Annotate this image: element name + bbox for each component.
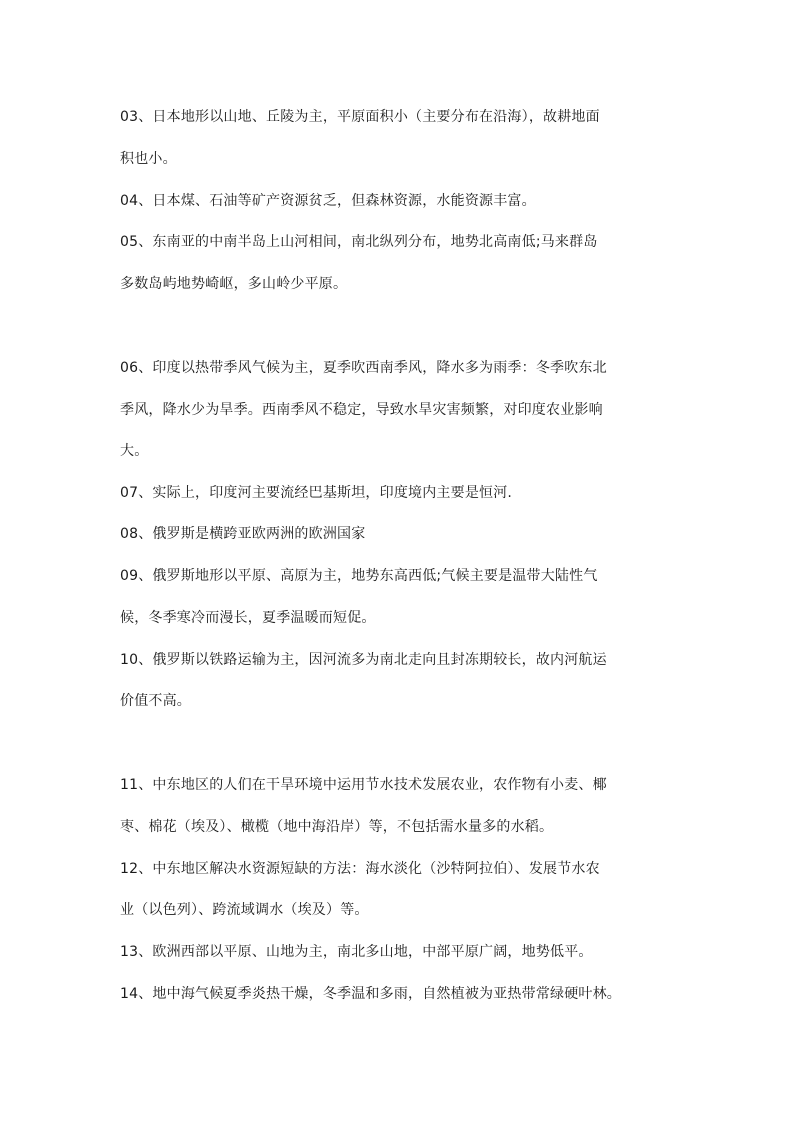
text-line: 枣、棉花（埃及）、橄榄（地中海沿岸）等，不包括需水量多的水稻。 <box>120 819 554 835</box>
text-line: 14、地中海气候夏季炎热干燥，冬季温和多雨，自然植被为亚热带常绿硬叶林。 <box>120 986 622 1002</box>
text-line: 09、俄罗斯地形以平原、高原为主，地势东高西低;气候主要是温带大陆性气 <box>120 568 598 584</box>
text-line: 候，冬季寒冷而漫长，夏季温暖而短促。 <box>120 610 376 626</box>
text-line: 季风，降水少为旱季。西南季风不稳定，导致水旱灾害频繁，对印度农业影响 <box>120 402 603 418</box>
text-line: 03、日本地形以山地、丘陵为主，平原面积小（主要分布在沿海），故耕地面 <box>120 109 600 125</box>
text-line: 07、实际上，印度河主要流经巴基斯坦，印度境内主要是恒河. <box>120 485 513 501</box>
text-line: 11、中东地区的人们在干旱环境中运用节水技术发展农业，农作物有小麦、椰 <box>120 777 607 793</box>
text-line: 价值不高。 <box>120 693 191 709</box>
text-line: 大。 <box>120 443 149 459</box>
text-line: 业（以色列）、跨流域调水（埃及）等。 <box>120 902 369 918</box>
text-line: 04、日本煤、石油等矿产资源贫乏，但森林资源，水能资源丰富。 <box>120 193 536 209</box>
text-line: 12、中东地区解决水资源短缺的方法：海水淡化（沙特阿拉伯）、发展节水农 <box>120 861 600 877</box>
text-line: 10、俄罗斯以铁路运输为主，因河流多为南北走向且封冻期较长，故内河航运 <box>120 652 607 668</box>
text-line: 积也小。 <box>120 151 177 167</box>
text-line: 多数岛屿地势崎岖，多山岭少平原。 <box>120 276 348 292</box>
text-line: 06、印度以热带季风气候为主，夏季吹西南季风，降水多为雨季：冬季吹东北 <box>120 360 607 376</box>
text-line: 08、俄罗斯是横跨亚欧两洲的欧洲国家 <box>120 526 366 542</box>
text-line: 05、东南亚的中南半岛上山河相间，南北纵列分布，地势北高南低;马来群岛 <box>120 234 598 250</box>
text-line: 13、欧洲西部以平原、山地为主，南北多山地，中部平原广阔，地势低平。 <box>120 944 593 960</box>
